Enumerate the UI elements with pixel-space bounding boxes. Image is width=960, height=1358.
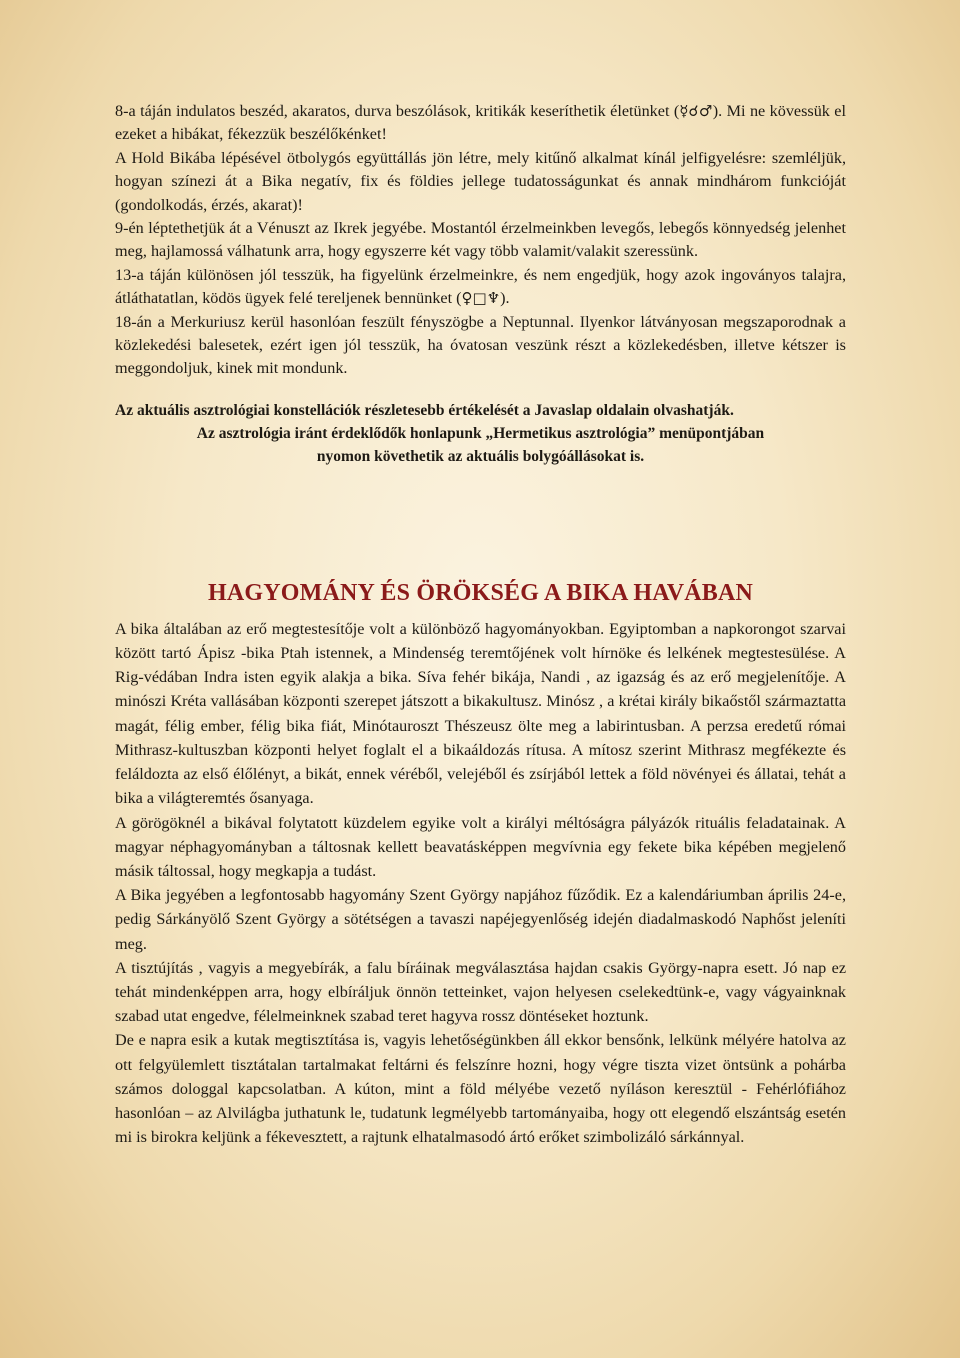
notice-homepage: Az asztrológia iránt érdeklődők honlapunk „Hermetikus asztrológia” menüpontjában: [196, 424, 765, 442]
paragraph-venus-gemini: 9-én léptethetjük át a Vénuszt az Ikrek jegyébe. Mostantól érzelmeinkben levegős, lebegős könnyedség jelenhet meg, hajlamossá válhatunk arra, hogy egyszerre két vagy több valamit/valakit szeressünk.: [115, 219, 846, 261]
notice-block: [115, 399, 846, 468]
paragraph-saint-george: A Bika jegyében a legfontosabb hagyomány Szent György napjához fűződik. Ez a kalendáriumban április 24-e, pedig Sárkányölő Szent György a sötétségen a tavaszi napéjegyenlőség idején diadalmaskodó Naphőst jeleníti meg.: [115, 886, 846, 953]
document-page: [115, 100, 846, 1149]
section-title: HAGYOMÁNY ÉS ÖRÖKSÉG A BIKA HAVÁBAN: [207, 579, 754, 606]
mercury-conjunct-mars-icon: ☿☌♂: [679, 102, 713, 120]
venus-square-neptune-icon: ♀□♆: [461, 289, 501, 308]
paragraph-venus-neptune: [115, 264, 846, 311]
tradition-section: [115, 617, 846, 1149]
paragraph-text: 8-a táján indulatos beszéd, akaratos, durva beszólások, kritikák keseríthetik életünket: [115, 102, 670, 120]
paragraph-mercury-mars: [115, 100, 846, 147]
paragraph-tail: ).: [500, 289, 510, 308]
intro-section: [115, 100, 846, 381]
paragraph-wells: De e napra esik a kutak megtisztítása is, vagyis lehetőségünkben áll ekkor bensőnk, lelkünk mélyére hatolva az ott felgyülemlett tisztátalan tartalmakat feltárni és felszínre hozni, hogy végre tiszta vizet öntsünk a pohárba számos dologgal kapcsolatban. A kúton, mint a föld mélyébe vezető nyíláson keresztül - Fehérlófiához hasonlóan – az Alvilágba juthatunk le, tudatunk legmélyebb tartományaiba, hogy ott elegendő elszántság esetén mi is birokra keljünk a fékevesztett, a rajtunk elhatalmasodó ártó erőket szimbolizáló sárkánnyal.: [115, 1031, 846, 1147]
paragraph-election: A tisztújítás , vagyis a megyebírák, a falu bíráinak megválasztása hajdan csakis György-napra esett. Jó nap ez tehát mindenképpen arra, hogy elbíráljuk önnön tetteinket, vajon helyesen cselekedtünk-e, vagy vágyainknak szabad utat engedve, félelmeinknek szabad teret hagyva rossz döntéseket hoztunk.: [115, 958, 846, 1026]
paragraph-greeks: A görögöknél a bikával folytatott küzdelem egyike volt a királyi méltóságra pályázók rituális feladatainak. A magyar néphagyományban a táltosnak kellett beavatásképpen megvívnia egy fekete bika képében megjelenő másik táltossal, hogy megkapja a tudást.: [115, 813, 846, 880]
notice-follow: nyomon követhetik az aktuális bolygóállásokat is.: [316, 447, 645, 465]
paragraph-moon-taurus: A Hold Bikába lépésével ötbolygós együttállás jön létre, mely kitűnő alkalmat kínál jelfigyelésre: szemléljük, hogyan színezi át a Bika negatív, fix és földies jellege tudatosságunkat és annak mindhárom funkcióját (gondolkodás, érzés, akarat)!: [115, 148, 846, 214]
paragraph-bull-traditions: A bika általában az erő megtestesítője volt a különböző hagyományokban. Egyiptomban a napkorongot szarvai között tartó Ápisz -bika Ptah istennek, a Mindenség teremtőjének volt hírnöke és lelkének megtestesülése. A Rig-védában Indra isten egyik alakja a bika. Síva fehér bikája, Nandi , az igazság és az erő megjelenítője. A minószi Kréta vallásában központi szerepet játszott a bikakultusz. Minósz , a krétai király bikaőstől származtatta magát, félig ember, félig bika fiát, Minótauroszt Thészeusz ölte meg a labirintusban. A perzsa eredetű római Mithrasz-kultuszban központi helyet foglalt el a bikaáldozás rítusa. A mítosz szerint Mithrasz megfékezte és feláldozta az első élőlényt, a bikát, ennek véréből, velejéből és zsírjából lettek a föld növényei és állatai, tehát a bika a világteremtés ősanyaga.: [115, 619, 846, 808]
paragraph-tail: ). Mi ne kövessük el ezeket a hibákat, fékezzük beszélőkénket!: [115, 102, 846, 144]
paragraph-mercury-neptune: 18-án a Merkuriusz kerül hasonlóan feszült fényszögbe a Neptunnal. Ilyenkor látványosan megszaporodnak a közlekedési balesetek, ezért igen jól tesszük, ha óvatosan veszünk részt a közlekedésben, illetve kétszer is meggondoljuk, kinek mit mondunk.: [115, 312, 846, 378]
notice-javaslap: Az aktuális asztrológiai konstellációk részletesebb értékelését a Javaslap oldalain olvashatják.: [115, 401, 734, 419]
paragraph-text: 13-a táján különösen jól tesszük, ha figyelünk érzelmeinkre, és nem engedjük, hogy azok ingoványos talajra, átláthatatlan, ködös ügyek felé tereljenek bennünket (: [115, 265, 846, 308]
paren-open: (: [673, 102, 680, 120]
